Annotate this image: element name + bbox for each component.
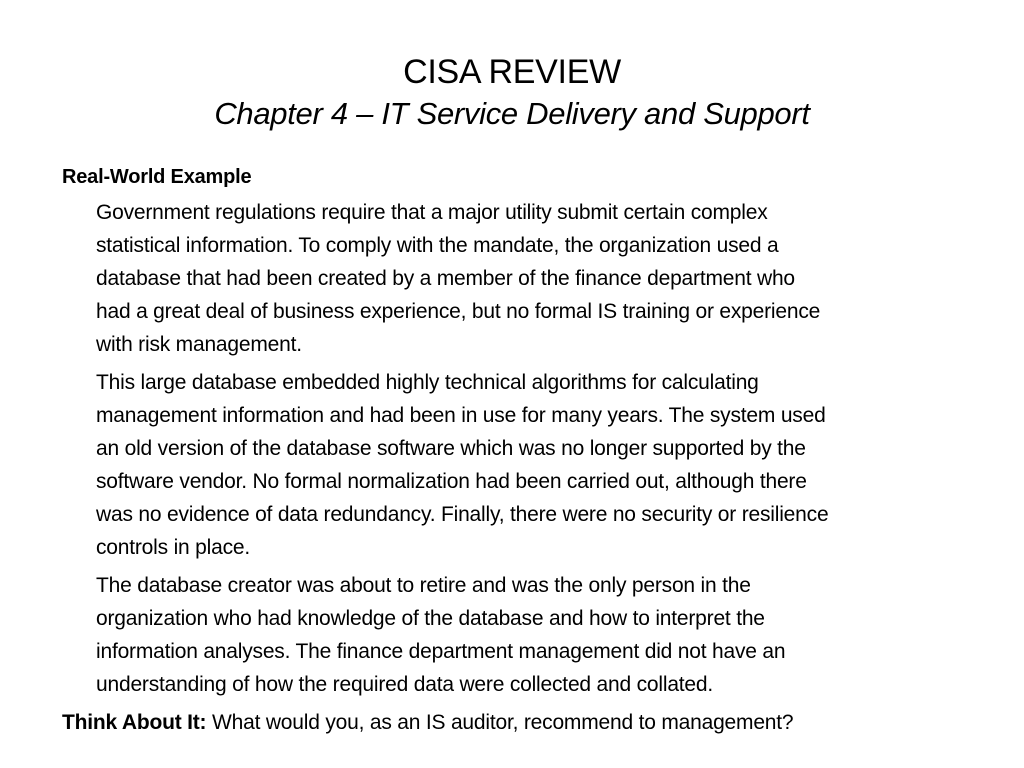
paragraph-line: management information and had been in use for many years. The system used xyxy=(96,404,826,427)
section-heading: Real-World Example xyxy=(62,166,252,188)
slide-title: CISA REVIEW xyxy=(403,53,621,91)
slide-body xyxy=(62,162,992,739)
paragraph-line: information analyses. The finance department management did not have an xyxy=(96,640,786,663)
paragraph-2 xyxy=(62,366,992,564)
paragraph-line: understanding of how the required data were collected and collated. xyxy=(96,673,714,696)
paragraph-line: database that had been created by a member of the finance department who xyxy=(96,267,795,290)
paragraph-line: software vendor. No formal normalization had been carried out, although there xyxy=(96,470,807,493)
paragraph-1 xyxy=(62,196,992,361)
paragraph-line: an old version of the database software which was no longer supported by the xyxy=(96,437,806,460)
think-question: What would you, as an IS auditor, recommend to management? xyxy=(206,711,794,734)
paragraph-line: controls in place. xyxy=(96,536,250,559)
paragraph-line: The database creator was about to retire and was the only person in the xyxy=(96,574,751,597)
paragraph-line: This large database embedded highly technical algorithms for calculating xyxy=(96,371,759,394)
think-label: Think About It: xyxy=(62,711,207,734)
paragraph-line: Government regulations require that a major utility submit certain complex xyxy=(96,201,768,224)
slide-subtitle: Chapter 4 – IT Service Delivery and Support xyxy=(214,96,810,131)
title-block xyxy=(0,50,1024,134)
paragraph-3 xyxy=(62,569,992,701)
paragraph-line: was no evidence of data redundancy. Finally, there were no security or resilience xyxy=(96,503,829,526)
paragraph-line: organization who had knowledge of the database and how to interpret the xyxy=(96,607,765,630)
paragraph-line: with risk management. xyxy=(96,333,302,356)
paragraph-line: statistical information. To comply with the mandate, the organization used a xyxy=(96,234,779,257)
paragraph-line: had a great deal of business experience, but no formal IS training or experience xyxy=(96,300,821,323)
think-about-it xyxy=(62,706,992,739)
